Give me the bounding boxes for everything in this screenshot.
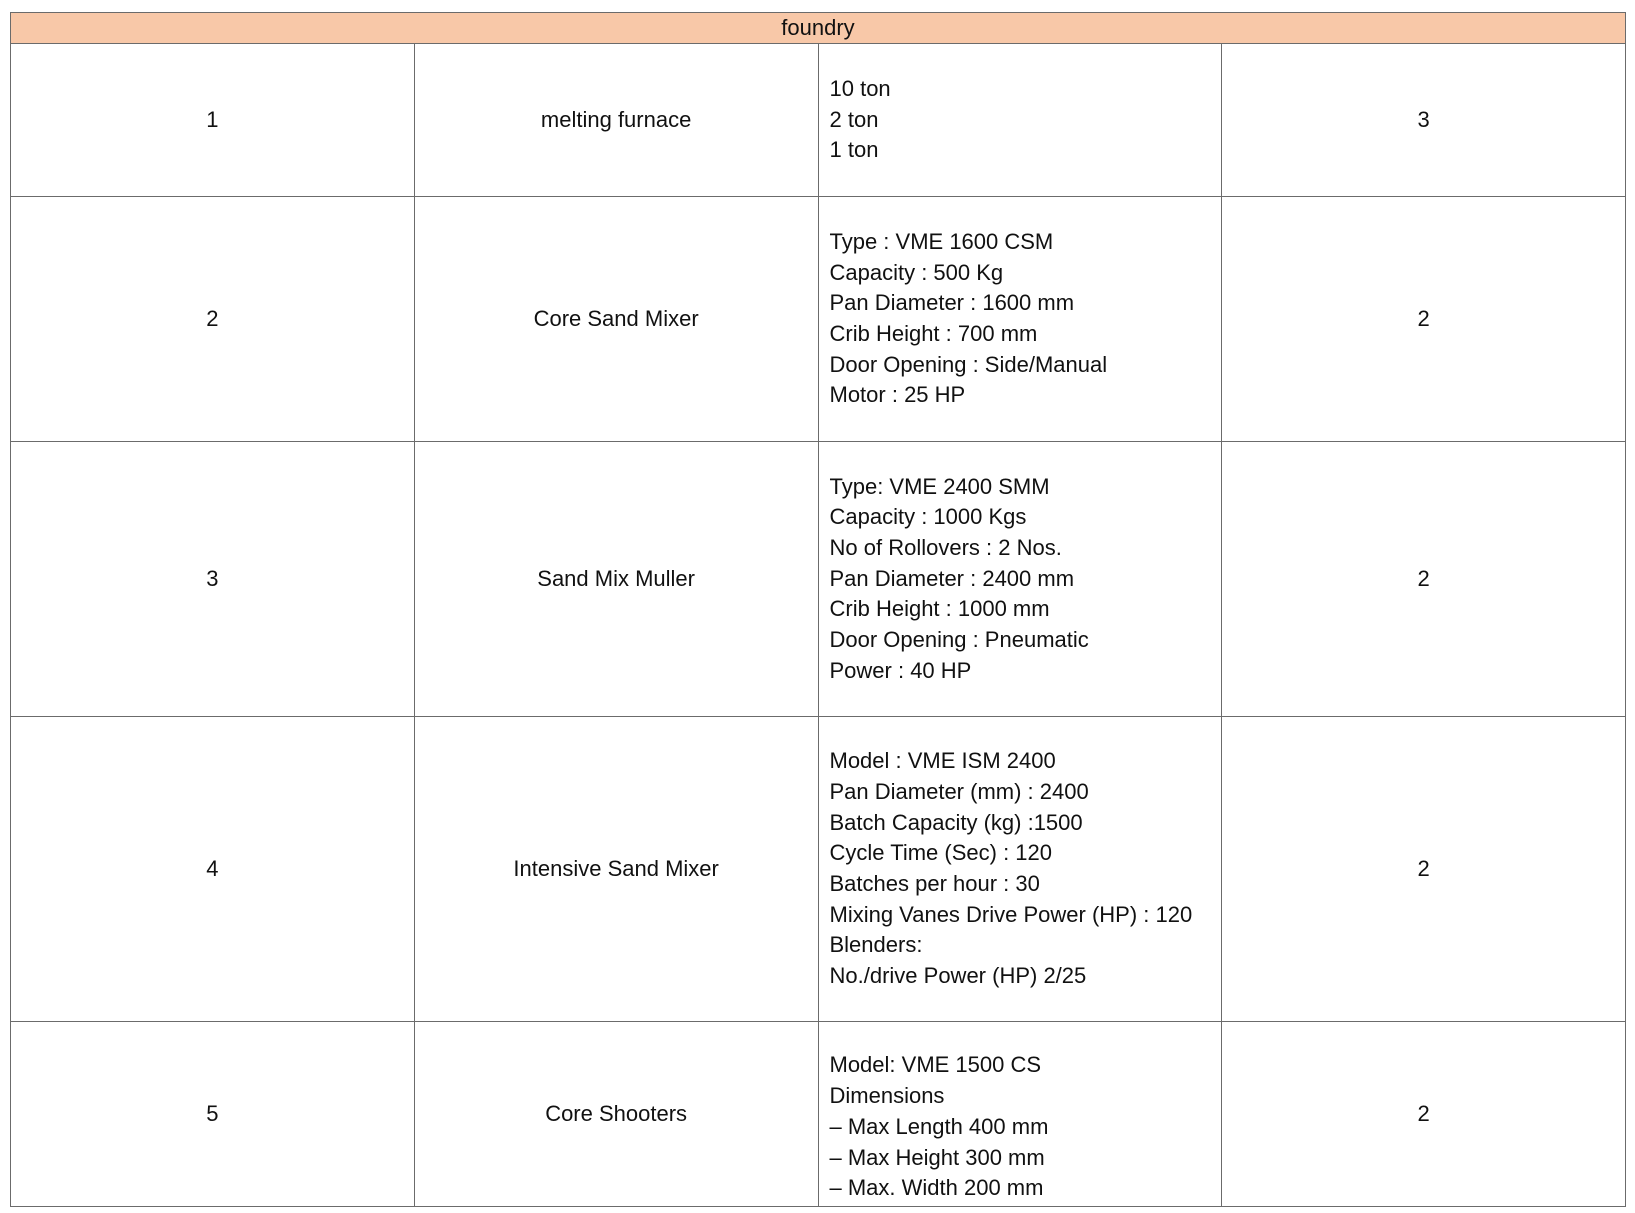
equipment-quantity: 2: [1222, 1022, 1626, 1207]
equipment-quantity: 2: [1222, 717, 1626, 1022]
row-number: 2: [11, 197, 415, 442]
table-row: [11, 717, 1626, 1022]
equipment-name: Sand Mix Muller: [414, 442, 818, 717]
spec-line: Model : VME ISM 2400: [829, 748, 1056, 774]
spec-line: Capacity : 1000 Kgs: [829, 504, 1027, 530]
row-number: 3: [11, 442, 415, 717]
spec-line: Crib Height : 700 mm: [829, 321, 1038, 346]
spec-line: Power : 40 HP: [829, 657, 972, 683]
spec-line: Batch Capacity (kg) :1500: [829, 809, 1083, 835]
equipment-quantity: 2: [1222, 442, 1626, 717]
equipment-name: Core Sand Mixer: [414, 197, 818, 442]
spec-line: 1 ton: [829, 137, 879, 163]
spec-line: Pan Diameter : 1600 mm: [829, 290, 1075, 316]
spec-line: No./drive Power (HP) 2/25: [829, 963, 1087, 989]
equipment-specs: [818, 197, 1222, 442]
spec-line: Door Opening : Pneumatic: [829, 627, 1089, 653]
equipment-specs: [818, 717, 1222, 1022]
spec-line: Batches per hour : 30: [829, 871, 1040, 896]
spec-line: Dimensions: [829, 1083, 945, 1109]
spec-line: Door Opening : Side/Manual: [829, 351, 1108, 377]
table-row: [11, 442, 1626, 717]
table-row: [11, 197, 1626, 442]
table-row: [11, 44, 1626, 197]
row-number: 1: [11, 44, 415, 197]
equipment-name: Core Shooters: [414, 1022, 818, 1207]
equipment-name: melting furnace: [414, 44, 818, 197]
spec-line: 10 ton: [829, 75, 891, 101]
spec-line: 2 ton: [829, 106, 879, 132]
equipment-name: Intensive Sand Mixer: [414, 717, 818, 1022]
spec-line: Type: VME 2400 SMM: [829, 473, 1050, 499]
spec-line: Pan Diameter (mm) : 2400: [829, 778, 1089, 804]
spec-line: Capacity : 500 Kg: [829, 259, 1004, 285]
equipment-specs: [818, 44, 1222, 197]
section-title: foundry: [11, 13, 1626, 44]
equipment-table: [10, 12, 1626, 1207]
equipment-quantity: 3: [1222, 44, 1626, 197]
spec-line: – Max. Width 200 mm: [829, 1175, 1044, 1201]
spec-line: Mixing Vanes Drive Power (HP) : 120: [829, 901, 1193, 927]
spec-line: – Max Length 400 mm: [829, 1113, 1049, 1139]
spec-line: No of Rollovers : 2 Nos.: [829, 534, 1062, 560]
equipment-specs: [818, 442, 1222, 717]
equipment-specs: [818, 1022, 1222, 1207]
equipment-quantity: 2: [1222, 197, 1626, 442]
section-header-row: [11, 13, 1626, 44]
table-row: [11, 1022, 1626, 1207]
spec-line: Pan Diameter : 2400 mm: [829, 565, 1075, 591]
spec-line: Crib Height : 1000 mm: [829, 596, 1050, 622]
spec-line: Motor : 25 HP: [829, 382, 966, 408]
spec-line: Blenders:: [829, 932, 923, 958]
spec-line: Cycle Time (Sec) : 120: [829, 840, 1053, 866]
row-number: 4: [11, 717, 415, 1022]
spec-line: Type : VME 1600 CSM: [829, 228, 1054, 254]
row-number: 5: [11, 1022, 415, 1207]
spec-line: – Max Height 300 mm: [829, 1144, 1045, 1170]
spec-line: Model: VME 1500 CS: [829, 1052, 1042, 1078]
